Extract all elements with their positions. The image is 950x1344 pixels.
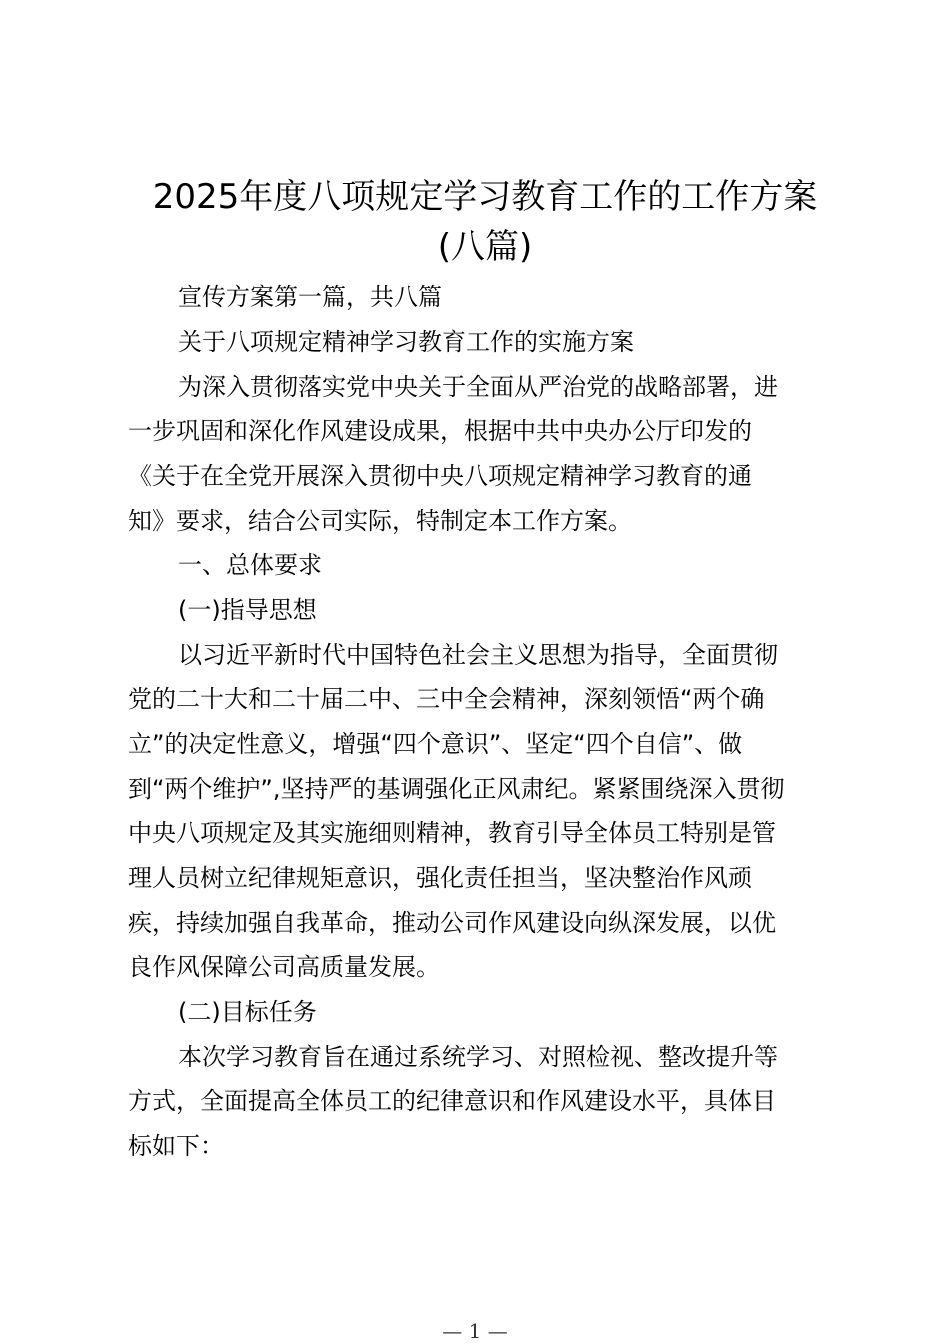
paragraph-line: 标如下： <box>128 1132 224 1160</box>
document-title-line-2: (八篇) <box>437 227 533 267</box>
paragraph-line: 理人员树立纪律规矩意识，强化责任担当，坚决整治作风顽 <box>128 864 752 892</box>
paragraph-line: 立”的决定性意义，增强“四个意识”、坚定“四个自信”、做 <box>128 730 743 758</box>
paragraph-line: 《关于在全党开展深入贯彻中央八项规定精神学习教育的通 <box>128 462 752 490</box>
heading-level-2: (一)指导思想 <box>178 596 317 624</box>
document-title-line-1: 2025年度八项规定学习教育工作的工作方案 <box>152 177 818 217</box>
paragraph-line: 为深入贯彻落实党中央关于全面从严治党的战略部署，进 <box>178 373 778 401</box>
page-number: — 1 — <box>442 1319 508 1343</box>
paragraph-line: 疾，持续加强自我革命，推动公司作风建设向纵深发展，以优 <box>128 909 776 937</box>
paragraph-line: 党的二十大和二十届二中、三中全会精神，深刻领悟“两个确 <box>128 685 765 713</box>
heading-level-1: 一、总体要求 <box>178 551 322 579</box>
paragraph-line: 良作风保障公司高质量发展。 <box>128 953 440 981</box>
paragraph-line: 本次学习教育旨在通过系统学习、对照检视、整改提升等 <box>178 1043 778 1071</box>
paragraph-line: 一步巩固和深化作风建设成果，根据中共中央办公厅印发的 <box>128 417 752 445</box>
paragraph-line: 以习近平新时代中国特色社会主义思想为指导，全面贯彻 <box>178 641 778 669</box>
paragraph-line: 知》要求，结合公司实际，特制定本工作方案。 <box>128 507 632 535</box>
series-note: 宣传方案第一篇，共八篇 <box>178 283 442 311</box>
paragraph-line: 中央八项规定及其实施细则精神，教育引导全体员工特别是管 <box>128 819 776 847</box>
heading-level-2: (二)目标任务 <box>178 998 317 1026</box>
section-title: 关于八项规定精神学习教育工作的实施方案 <box>178 328 634 356</box>
paragraph-line: 到“两个维护”,坚持严的基调强化正风肃纪。紧紧围绕深入贯彻 <box>128 775 785 803</box>
paragraph-line: 方式，全面提高全体员工的纪律意识和作风建设水平，具体目 <box>128 1087 776 1115</box>
